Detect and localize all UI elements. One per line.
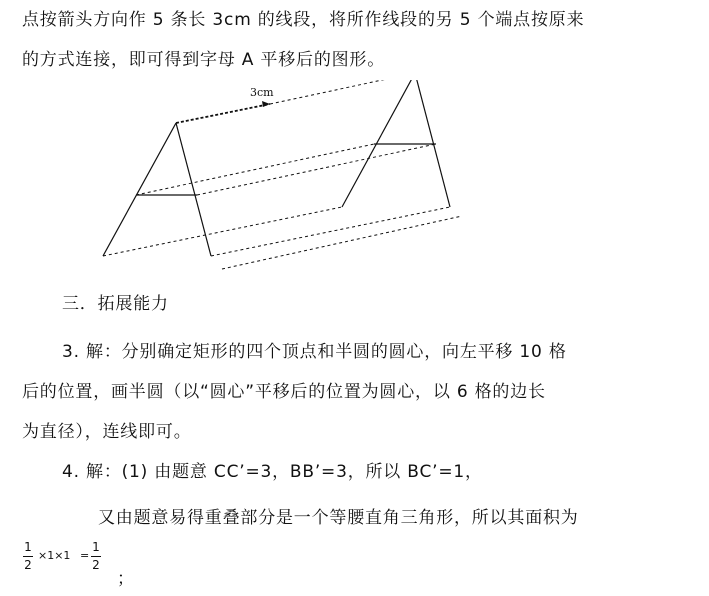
formula-equals: = — [80, 549, 90, 562]
formula-terminator: ； — [117, 569, 134, 589]
translation-segment-crossbar-right — [197, 144, 436, 195]
arrowhead-icon — [262, 101, 270, 107]
problem3-line1: 3. 解：分别确定矩形的四个顶点和半圆的圆心，向左平移 10 格 — [62, 342, 567, 362]
result-numerator: 1 — [92, 540, 100, 554]
original-a-right-stroke — [176, 123, 211, 256]
letter-a-translation-figure — [0, 80, 709, 280]
fraction-bar — [23, 556, 33, 557]
result-bar — [91, 556, 101, 557]
translation-segment-right-foot — [211, 207, 450, 256]
problem4-line1: 4. 解：(1) 由题意 CC’=3，BB’=3，所以 BC’=1， — [62, 462, 483, 482]
arrow-length-label: 3cm — [250, 86, 274, 99]
translation-arrow-segment — [176, 104, 270, 123]
result-denominator: 2 — [92, 558, 100, 572]
translation-segment-apex — [270, 80, 415, 104]
problem4-line2: 又由题意易得重叠部分是一个等腰直角三角形，所以其面积为 — [98, 508, 579, 528]
problem3-line2: 后的位置，画半圆（以“圆心”平移后的位置为圆心，以 6 格的边长 — [22, 382, 546, 402]
fraction-denominator: 2 — [24, 558, 32, 572]
fraction-numerator: 1 — [24, 540, 32, 554]
paragraph1-line1: 点按箭头方向作 5 条长 3cm 的线段，将所作线段的另 5 个端点按原来 — [22, 10, 585, 30]
formula-product: ×1×1 — [38, 549, 71, 562]
translation-segment-left-foot — [103, 207, 342, 256]
original-a-left-stroke — [103, 123, 176, 256]
problem3-line3: 为直径），连线即可。 — [22, 422, 192, 442]
section-title: 三．拓展能力 — [62, 294, 169, 314]
paragraph1-line2: 的方式连接，即可得到字母 A 平移后的图形。 — [22, 50, 386, 70]
translation-segment-crossbar-left — [136, 144, 374, 195]
